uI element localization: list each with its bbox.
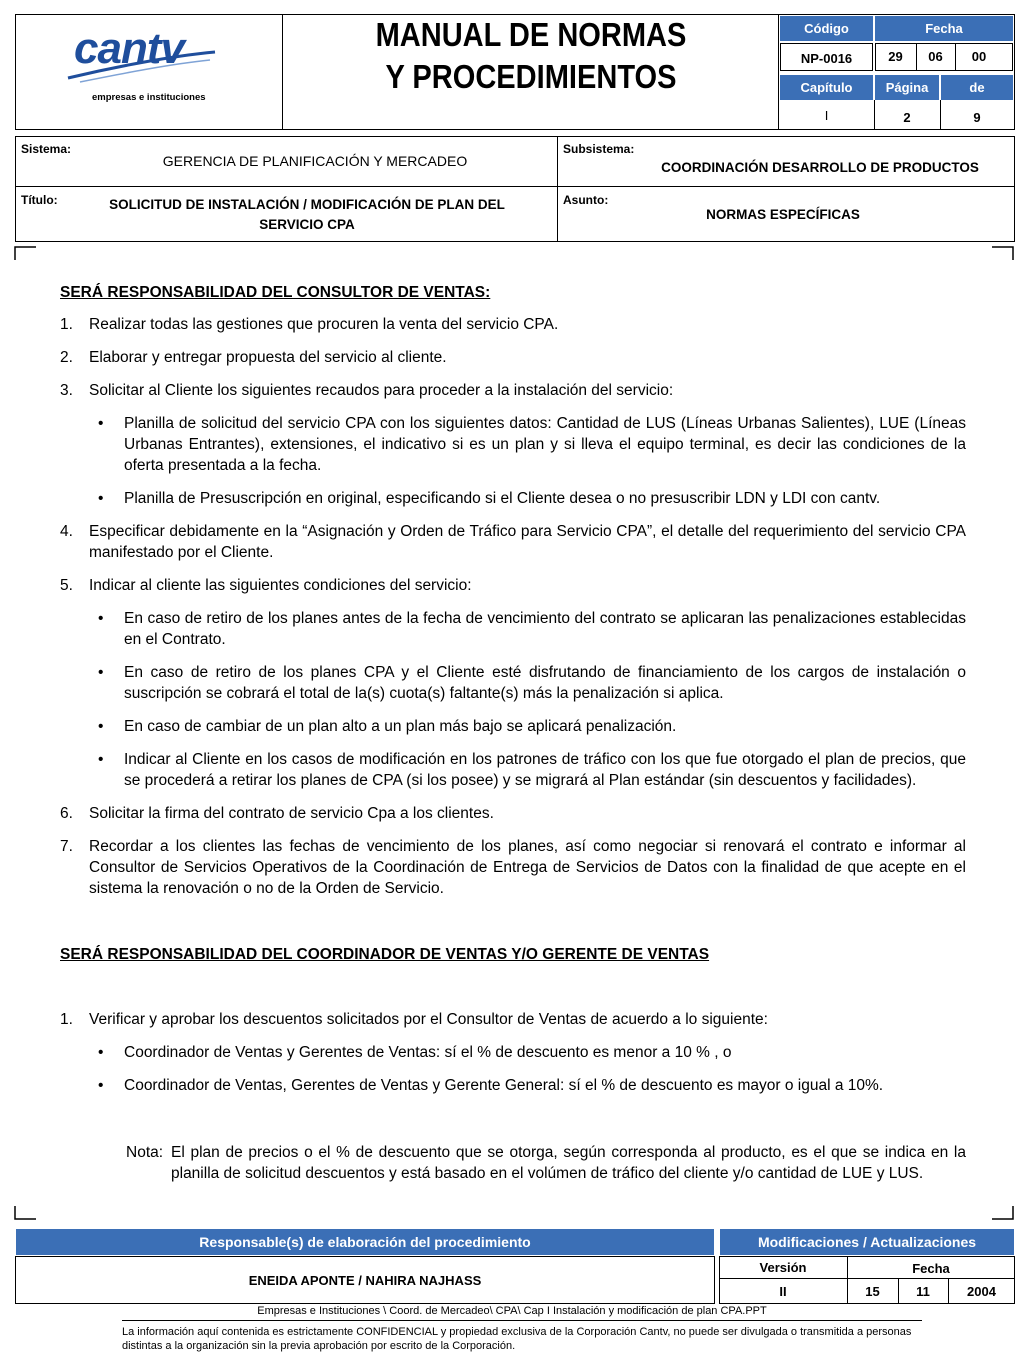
corner-bracket-icon (14, 246, 36, 260)
bullet-icon: • (98, 718, 104, 735)
bullet-text: En caso de retiro de los planes antes de la fecha de vencimiento del contrato se aplicaran las penalizaciones establecidas en el Contrato. (124, 610, 966, 648)
fecha-year-footer: 2004 (967, 1283, 996, 1299)
item-text: Elaborar y entregar propuesta del servicio al cliente. (89, 349, 447, 366)
list-item (60, 575, 966, 596)
item-number: 7. (60, 838, 73, 855)
corner-bracket-icon (992, 1206, 1014, 1220)
item-text: Solicitar la firma del contrato de servicio Cpa a los clientes. (89, 805, 494, 822)
fecha-month: 06 (928, 48, 943, 64)
main-content (60, 282, 966, 1184)
bullet-text: En caso de cambiar de un plan alto a un plan más bajo se aplicará penalización. (124, 718, 677, 735)
bullet-item (60, 1075, 966, 1096)
section-title: SERÁ RESPONSABILIDAD DEL COORDINADOR DE VENTAS Y/O GERENTE DE VENTAS (60, 946, 710, 963)
titulo-value-line-2: SERVICIO CPA (259, 217, 355, 232)
subsistema-value: COORDINACIÓN DESARROLLO DE PRODUCTOS (661, 160, 979, 175)
confidential-notice: La información aquí contenida es estrictamente CONFIDENCIAL y propiedad exclusiva de la Corporación Cantv, no puede ser divulgada o transmitida a personas distintas a la organización sin la previa aprobación por escrito de la Corporación. (122, 1326, 912, 1352)
de-value: 9 (973, 109, 981, 125)
de-label: de (941, 75, 1013, 100)
file-path: Empresas e Instituciones \ Coord. de Mercadeo\ CPA\ Cap I Instalación y modificación de plan CPA.PPT (257, 1305, 767, 1317)
capitulo-label: Capítulo (780, 75, 873, 100)
codigo-label: Código (780, 16, 873, 41)
logo-brand: cantv (74, 24, 184, 73)
list-item (60, 347, 966, 368)
item-number: 5. (60, 577, 73, 594)
modificaciones-header: Modificaciones / Actualizaciones (720, 1229, 1014, 1255)
bullet-icon: • (98, 415, 104, 432)
note-text: El plan de precios o el % de descuento que se otorga, según corresponda al producto, es el que se indica en la planilla de solicitud descuentos y está basado en el volúmen de tráfico del cliente y/o cantidad de LUE y LUS. (171, 1144, 966, 1182)
fecha-label: Fecha (875, 16, 1013, 41)
bullet-text: Coordinador de Ventas, Gerentes de Ventas y Gerente General: sí el % de descuento es mayor o igual a 10%. (124, 1077, 884, 1094)
asunto-label: Asunto: (563, 193, 609, 207)
titulo-label: Título: (21, 193, 58, 207)
asunto-value: NORMAS ESPECÍFICAS (706, 207, 860, 222)
bullet-text: En caso de retiro de los planes CPA y el Cliente esté disfrutando de financiamiento de los cargos de instalación o suscripción se cobrará el total de la(s) cuota(s) faltante(s) más la penalización si aplica. (124, 664, 966, 702)
list-item (60, 1009, 966, 1030)
capitulo-value: I (824, 107, 829, 123)
responsables-header: Responsable(s) de elaboración del procedimiento (16, 1229, 714, 1255)
fecha-year: 00 (971, 48, 987, 64)
titulo-value (72, 195, 542, 235)
fecha-month-footer: 11 (916, 1283, 930, 1299)
bullet-text: Coordinador de Ventas y Gerentes de Ventas: sí el % de descuento es menor a 10 % , o (124, 1044, 732, 1061)
responsables-value: ENEIDA APONTE / NAHIRA NAJHASS (248, 1272, 482, 1288)
bullet-item (60, 413, 966, 476)
header-divider (282, 14, 283, 130)
fecha-day: 29 (888, 48, 903, 64)
sistema-value: GERENCIA DE PLANIFICACIÓN Y MERCADEO (162, 153, 468, 169)
corner-bracket-icon (992, 246, 1014, 260)
bullet-icon: • (98, 664, 104, 681)
header-divider (778, 14, 779, 130)
bullet-icon: • (98, 610, 104, 627)
title-line-1: MANUAL DE NORMAS (375, 16, 687, 53)
item-number: 3. (60, 382, 73, 399)
bullet-icon: • (98, 490, 104, 507)
bullet-item (60, 608, 966, 650)
item-text: Realizar todas las gestiones que procuren la venta del servicio CPA. (89, 316, 559, 333)
item-number: 4. (60, 523, 73, 540)
bullet-text: Planilla de Presuscripción en original, especificando si el Cliente desea o no presuscribir LDN y LDI con cantv. (124, 490, 881, 507)
item-text: Verificar y aprobar los descuentos solicitados por el Consultor de Ventas de acuerdo a lo siguiente: (89, 1011, 768, 1028)
bullet-icon: • (98, 1077, 104, 1094)
logo-tagline: empresas e instituciones (92, 92, 206, 103)
bullet-icon: • (98, 751, 104, 768)
list-item (60, 521, 966, 563)
item-text: Solicitar al Cliente los siguientes recaudos para proceder a la instalación del servicio: (89, 382, 674, 399)
note-label: Nota: (126, 1144, 164, 1161)
pagina-value: 2 (903, 109, 911, 125)
footer-rule (122, 1320, 922, 1321)
title-line-2: Y PROCEDIMIENTOS (385, 58, 677, 95)
version-label: Versión (759, 1259, 807, 1275)
list-item (60, 803, 966, 824)
bullet-item (60, 488, 966, 509)
item-text: Indicar al cliente las siguientes condiciones del servicio: (89, 577, 472, 594)
bullet-item (60, 749, 966, 791)
fecha-day-footer: 15 (865, 1283, 880, 1299)
pagina-label: Página (875, 75, 939, 100)
page-title (314, 14, 749, 98)
item-text: Recordar a los clientes las fechas de vencimiento de los planes, así como negociar si renovará el contrato e informar al Consultor de Servicios Operativos de la Coordinación de Entrega de Servicios de Datos con la finalidad de que acepte en el sistema la renovación o no de la Orden de Servicio. (89, 838, 966, 897)
info-divider (557, 136, 558, 242)
bullet-item (60, 716, 966, 737)
fecha-label-footer: Fecha (912, 1260, 950, 1276)
bullet-item (60, 662, 966, 704)
bullet-text: Indicar al Cliente en los casos de modificación en los patrones de tráfico con los que fue otorgado el plan de precios, que se procederá a retirar los planes de CPA (si los posee) y se migrará al Plan estándar (sin descuentos y facilidades). (124, 751, 966, 789)
list-item (60, 314, 966, 335)
bullet-icon: • (98, 1044, 104, 1061)
section-title: SERÁ RESPONSABILIDAD DEL CONSULTOR DE VENTAS: (60, 284, 491, 301)
list-item (60, 836, 966, 899)
item-number: 2. (60, 349, 73, 366)
item-text: Especificar debidamente en la “Asignación y Orden de Tráfico para Servicio CPA”, el detalle del requerimiento del servicio CPA manifestado por el Cliente. (89, 523, 966, 561)
corner-bracket-icon (14, 1206, 36, 1220)
titulo-value-line-1: SOLICITUD DE INSTALACIÓN / MODIFICACIÓN DE PLAN DEL (109, 197, 505, 212)
bullet-item (60, 1042, 966, 1063)
item-number: 1. (60, 1011, 73, 1028)
item-number: 1. (60, 316, 73, 333)
item-number: 6. (60, 805, 73, 822)
sistema-label: Sistema: (21, 142, 72, 156)
subsistema-label: Subsistema: (563, 142, 635, 156)
codigo-value: NP-0016 (800, 50, 853, 66)
info-divider (15, 186, 1015, 187)
list-item (60, 380, 966, 401)
version-value: II (779, 1283, 787, 1299)
note (60, 1142, 966, 1184)
bullet-text: Planilla de solicitud del servicio CPA con los siguientes datos: Cantidad de LUS (Líneas Urbanas Salientes), LUE (Líneas Urbanas Entrantes), extensiones, el indicativo si es un plan y si lleva el equipo terminal, es decir las condiciones de la oferta presentada a la fecha. (124, 415, 966, 474)
